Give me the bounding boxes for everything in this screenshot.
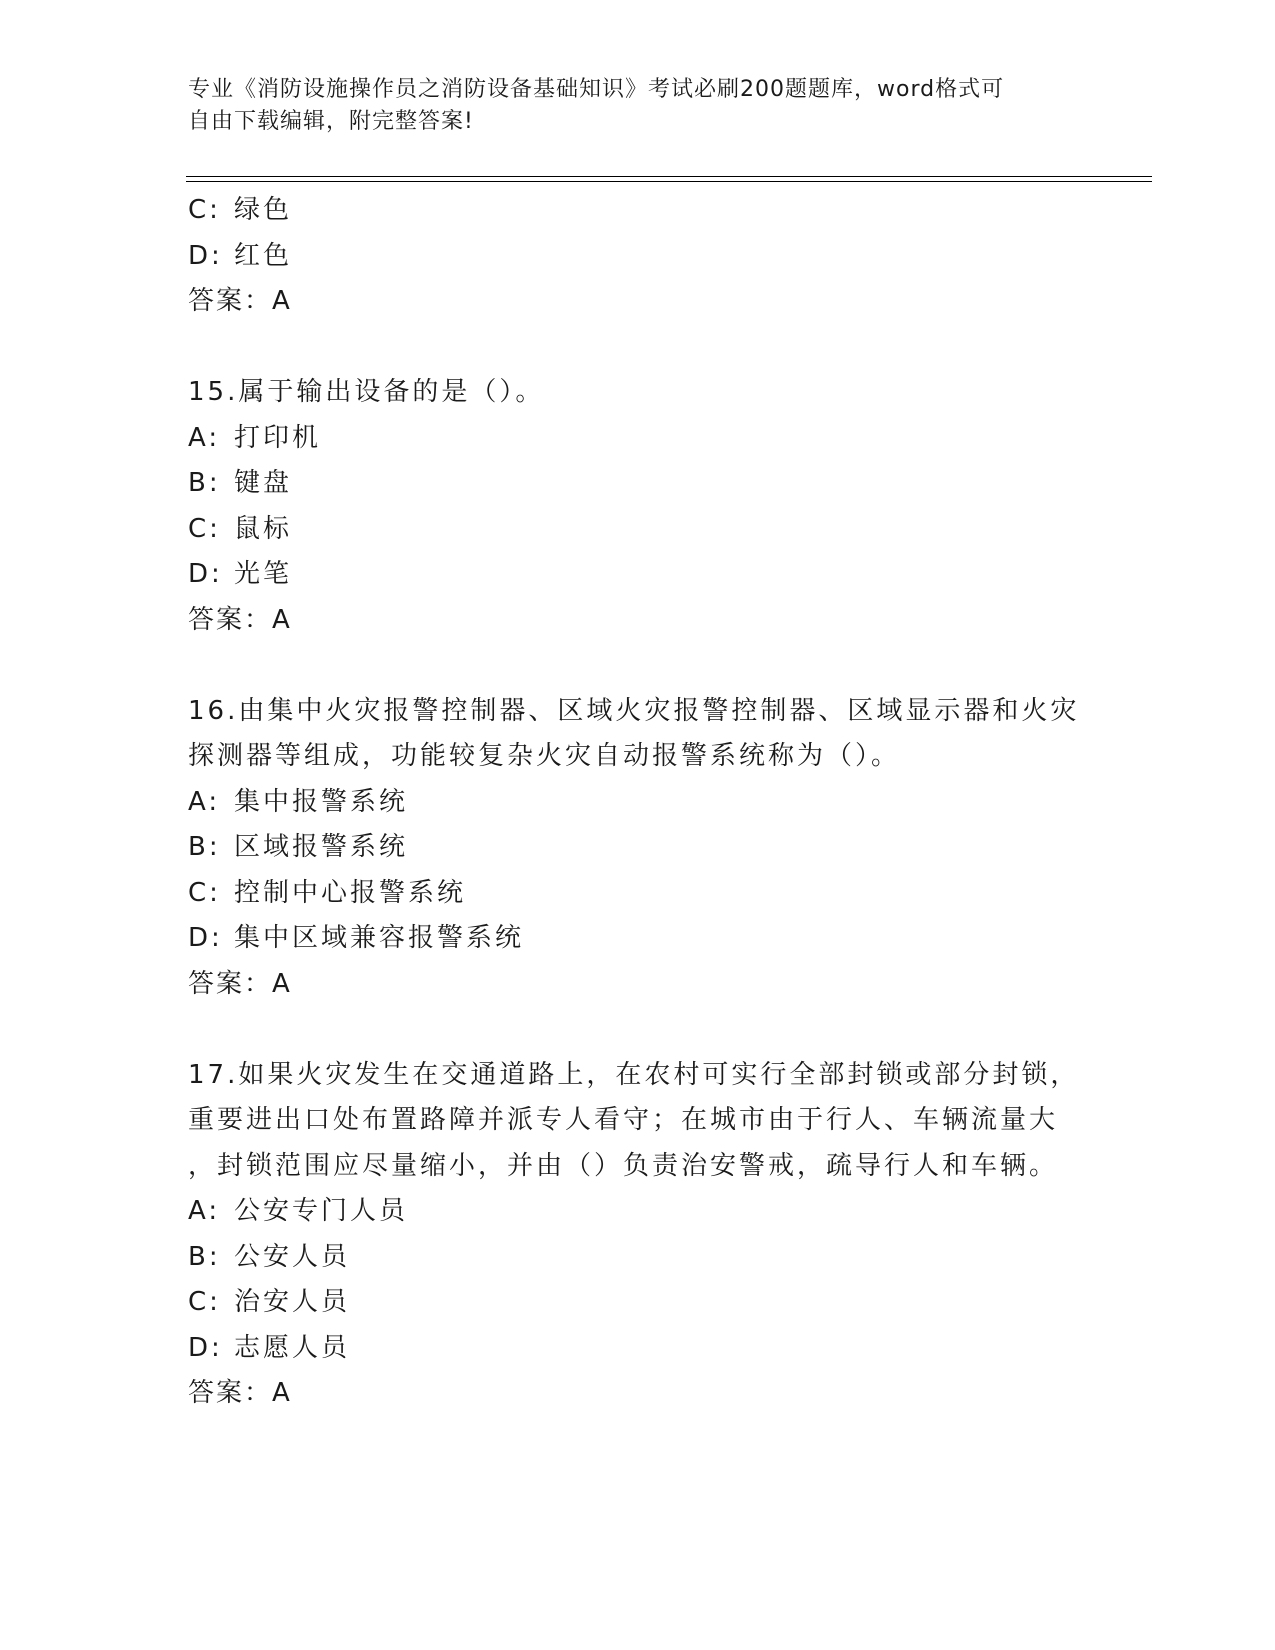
spacer <box>188 643 1088 689</box>
option-letter: D: <box>188 240 223 271</box>
option-text: 光笔 <box>234 559 293 589</box>
option-c <box>188 1280 1088 1326</box>
option-letter: B: <box>188 1241 221 1272</box>
option-d <box>188 916 1088 962</box>
spacer <box>188 1007 1088 1053</box>
option-a <box>188 416 1088 462</box>
option-b <box>188 1235 1088 1281</box>
option-text: 公安专门人员 <box>234 1196 409 1226</box>
option-letter: D: <box>188 559 223 589</box>
option-d <box>188 1326 1088 1372</box>
option-letter: C: <box>188 513 221 544</box>
option-text: 志愿人员 <box>234 1332 351 1363</box>
question-stem: 15.属于输出设备的是（）。 <box>188 377 545 407</box>
spacer <box>188 325 1088 371</box>
option-letter: C: <box>188 1287 221 1317</box>
option-letter: A: <box>188 1196 221 1226</box>
option-letter: C: <box>188 877 221 908</box>
option-letter: A: <box>188 422 221 453</box>
option-text: 绿色 <box>234 195 293 225</box>
option-letter: D: <box>188 923 223 953</box>
option-b <box>188 825 1088 871</box>
question-fragment <box>188 188 1088 325</box>
option-d <box>188 234 1088 280</box>
header-line-1: 专业《消防设施操作员之消防设备基础知识》考试必刷200题题库，word格式可 <box>188 77 1005 102</box>
option-a <box>188 780 1088 826</box>
option-d <box>188 552 1088 598</box>
option-c <box>188 871 1088 917</box>
option-text: 打印机 <box>234 422 322 453</box>
answer-line: 答案：A <box>188 286 292 316</box>
option-letter: D: <box>188 1332 223 1363</box>
question-17 <box>188 1053 1088 1417</box>
question-16 <box>188 689 1088 1008</box>
question-stem-line-1: 16.由集中火灾报警控制器、区域火灾报警控制器、区域显示器和火灾 <box>188 695 1080 726</box>
question-stem-line-1: 17.如果火灾发生在交通道路上，在农村可实行全部封锁或部分封锁， <box>188 1059 1080 1090</box>
option-text: 集中报警系统 <box>234 786 409 817</box>
question-stem-line-2: 探测器等组成，功能较复杂火灾自动报警系统称为（）。 <box>188 741 901 771</box>
question-stem-line-2: 重要进出口处布置路障并派专人看守；在城市由于行人、车辆流量大 <box>188 1105 1059 1135</box>
option-a <box>188 1189 1088 1235</box>
header-divider-bottom <box>186 181 1152 182</box>
answer-line: 答案：A <box>188 604 292 635</box>
option-letter: B: <box>188 468 221 498</box>
option-c <box>188 507 1088 553</box>
document-header <box>188 74 1068 138</box>
option-text: 治安人员 <box>234 1287 351 1317</box>
header-line-2: 自由下载编辑，附完整答案! <box>188 109 474 134</box>
answer-line: 答案：A <box>188 968 292 999</box>
header-divider-top <box>186 176 1152 177</box>
answer-line: 答案：A <box>188 1378 292 1408</box>
option-letter: B: <box>188 832 221 862</box>
question-15 <box>188 370 1088 643</box>
option-text: 红色 <box>234 240 293 271</box>
option-text: 集中区域兼容报警系统 <box>234 923 525 953</box>
option-letter: A: <box>188 786 221 817</box>
question-list <box>188 188 1088 1417</box>
question-stem-line-3: ，封锁范围应尽量缩小，并由（）负责治安警戒，疏导行人和车辆。 <box>188 1150 1059 1181</box>
option-text: 公安人员 <box>234 1241 351 1272</box>
option-b <box>188 461 1088 507</box>
option-text: 区域报警系统 <box>234 832 409 862</box>
option-text: 控制中心报警系统 <box>234 877 467 908</box>
option-text: 鼠标 <box>234 513 293 544</box>
option-letter: C: <box>188 195 221 225</box>
option-c <box>188 188 1088 234</box>
option-text: 键盘 <box>234 468 293 498</box>
